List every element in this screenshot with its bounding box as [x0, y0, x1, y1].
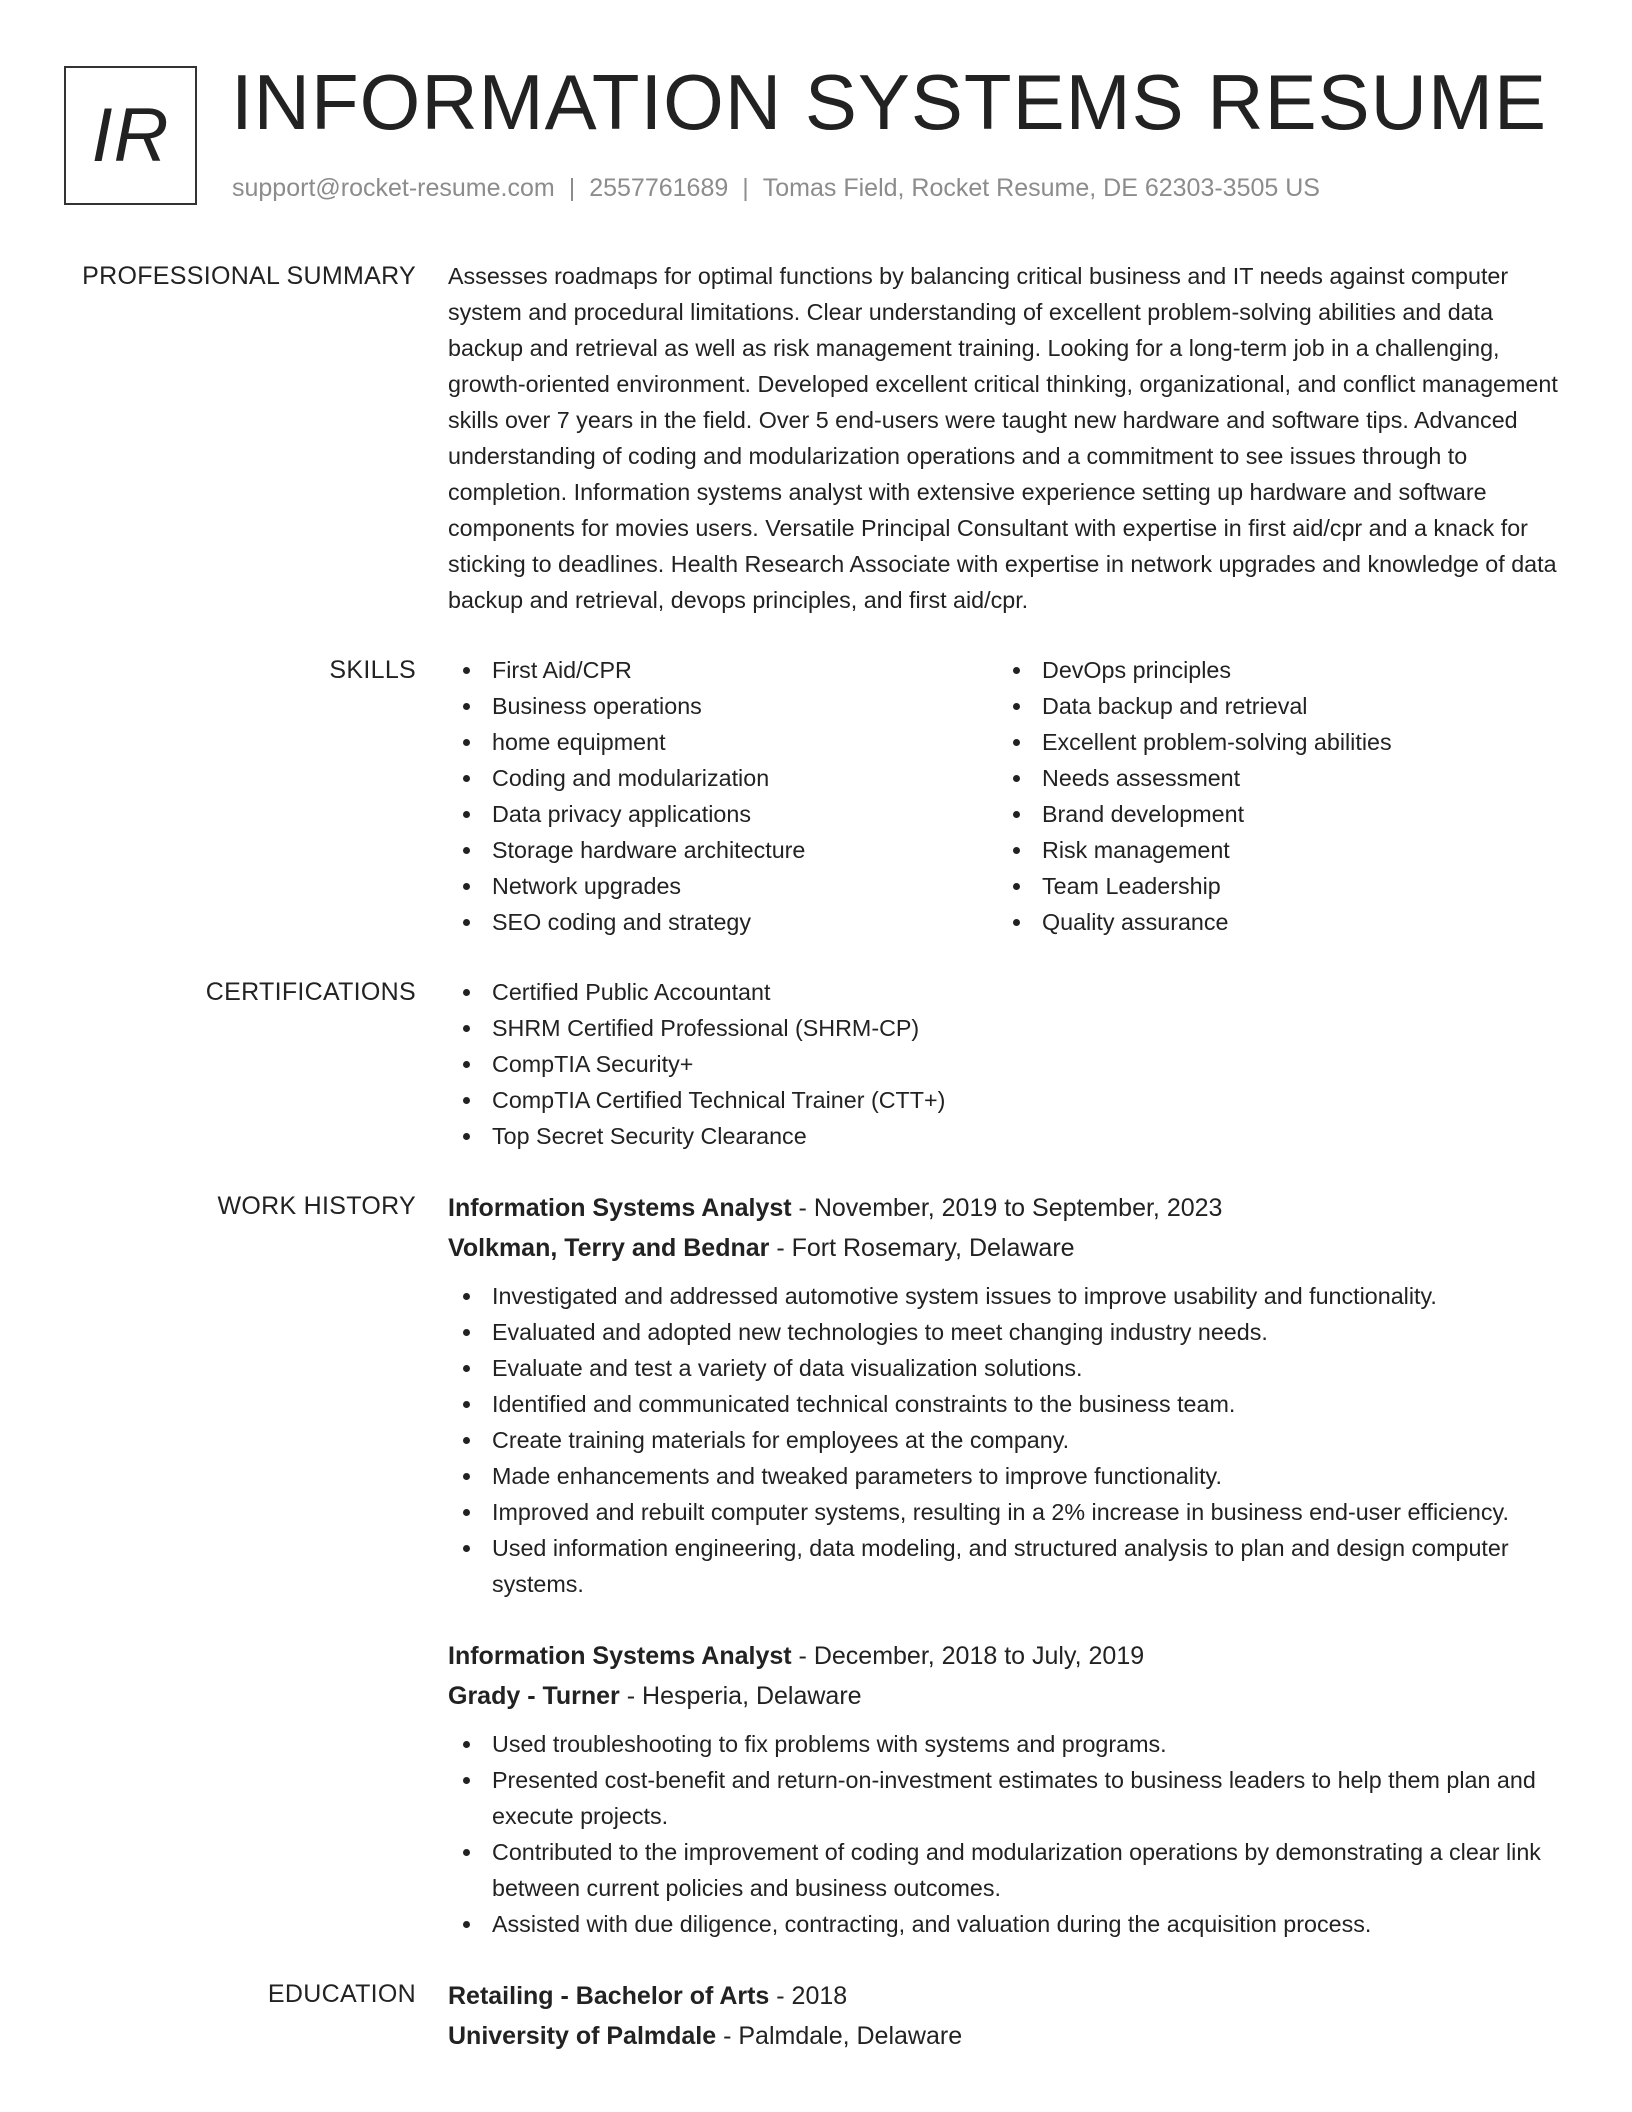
- certification-item: CompTIA Certified Technical Trainer (CTT+): [448, 1082, 1563, 1118]
- skill-item: Excellent problem-solving abilities: [998, 724, 1548, 760]
- job-entry: [448, 1636, 1563, 1942]
- section-heading: PROFESSIONAL SUMMARY: [82, 262, 416, 290]
- contact-separator: |: [742, 174, 749, 202]
- skill-item: Coding and modularization: [448, 760, 998, 796]
- job-bullet: Contributed to the improvement of coding and modularization operations by demonstrating a clear link between current policies and business outcomes.: [448, 1834, 1563, 1906]
- job-company: Volkman, Terry and Bednar: [448, 1234, 770, 1262]
- certification-item: SHRM Certified Professional (SHRM-CP): [448, 1010, 1563, 1046]
- job-bullet: Evaluate and test a variety of data visualization solutions.: [448, 1350, 1563, 1386]
- skill-item: First Aid/CPR: [448, 652, 998, 688]
- section-heading: EDUCATION: [267, 1980, 416, 2008]
- job-bullet: Presented cost-benefit and return-on-investment estimates to business leaders to help them plan and execute projects.: [448, 1762, 1563, 1834]
- job-dates: - November, 2019 to September, 2023: [791, 1194, 1223, 1222]
- contact-email: support@rocket-resume.com: [232, 174, 555, 202]
- job-entry: [448, 1188, 1563, 1602]
- certification-item: Top Secret Security Clearance: [448, 1118, 1563, 1154]
- resume-body: [0, 258, 1632, 2090]
- monogram-logo: IR: [64, 66, 197, 205]
- job-location: - Hesperia, Delaware: [619, 1682, 862, 1710]
- skill-item: home equipment: [448, 724, 998, 760]
- job-title: Information Systems Analyst: [448, 1194, 792, 1222]
- skill-item: Brand development: [998, 796, 1548, 832]
- certification-item: CompTIA Security+: [448, 1046, 1563, 1082]
- skill-item: Risk management: [998, 832, 1548, 868]
- job-bullet: Used troubleshooting to fix problems with systems and programs.: [448, 1726, 1563, 1762]
- skill-item: Business operations: [448, 688, 998, 724]
- education-section: [0, 1976, 1632, 2056]
- education-school-line: [448, 2016, 1563, 2056]
- certifications-list: [448, 974, 1563, 1154]
- job-bullet: Assisted with due diligence, contracting, and valuation during the acquisition process.: [448, 1906, 1563, 1942]
- skill-item: Network upgrades: [448, 868, 998, 904]
- skill-item: SEO coding and strategy: [448, 904, 998, 940]
- skills-list-left: [448, 652, 998, 940]
- job-title: Information Systems Analyst: [448, 1642, 792, 1670]
- contact-address: Tomas Field, Rocket Resume, DE 62303-3505 US: [762, 174, 1320, 202]
- education-school: University of Palmdale: [448, 2022, 717, 2050]
- page-title: INFORMATION SYSTEMS RESUME: [231, 58, 1547, 146]
- section-heading: SKILLS: [329, 656, 416, 684]
- skill-item: Storage hardware architecture: [448, 832, 998, 868]
- education-year: - 2018: [769, 1982, 848, 2010]
- job-bullets: [448, 1278, 1563, 1602]
- skills-section: [0, 652, 1632, 940]
- job-bullet: Made enhancements and tweaked parameters to improve functionality.: [448, 1458, 1563, 1494]
- resume-header: [64, 58, 1568, 214]
- job-bullet: Used information engineering, data modeling, and structured analysis to plan and design computer systems.: [448, 1530, 1563, 1602]
- contact-separator: |: [568, 174, 576, 202]
- education-degree: Retailing - Bachelor of Arts: [448, 1982, 770, 2010]
- job-bullet: Improved and rebuilt computer systems, resulting in a 2% increase in business end-user efficiency.: [448, 1494, 1563, 1530]
- job-company: Grady - Turner: [448, 1682, 620, 1710]
- summary-section: [0, 258, 1632, 618]
- section-heading: CERTIFICATIONS: [205, 978, 416, 1006]
- section-heading: WORK HISTORY: [217, 1192, 416, 1220]
- job-dates: - December, 2018 to July, 2019: [791, 1642, 1145, 1670]
- skill-item: DevOps principles: [998, 652, 1548, 688]
- job-bullets: [448, 1726, 1563, 1942]
- contact-line: [232, 174, 1320, 203]
- certification-item: Certified Public Accountant: [448, 974, 1563, 1010]
- job-company-line: [448, 1228, 1563, 1268]
- skill-item: Data privacy applications: [448, 796, 998, 832]
- job-title-line: [448, 1636, 1563, 1676]
- contact-phone: 2557761689: [589, 174, 729, 202]
- skill-item: Needs assessment: [998, 760, 1548, 796]
- job-title-line: [448, 1188, 1563, 1228]
- education-location: - Palmdale, Delaware: [716, 2022, 963, 2050]
- job-bullet: Identified and communicated technical constraints to the business team.: [448, 1386, 1563, 1422]
- education-degree-line: [448, 1976, 1563, 2016]
- skills-list-right: [998, 652, 1548, 940]
- job-bullet: Create training materials for employees at the company.: [448, 1422, 1563, 1458]
- skill-item: Team Leadership: [998, 868, 1548, 904]
- work-history-section: [0, 1188, 1632, 1942]
- certifications-section: [0, 974, 1632, 1154]
- job-location: - Fort Rosemary, Delaware: [769, 1234, 1075, 1262]
- skill-item: Data backup and retrieval: [998, 688, 1548, 724]
- job-bullet: Evaluated and adopted new technologies to meet changing industry needs.: [448, 1314, 1563, 1350]
- job-company-line: [448, 1676, 1563, 1716]
- summary-text: Assesses roadmaps for optimal functions by balancing critical business and IT needs against computer system and procedural limitations. Clear understanding of excellent problem-solving abilities and data backup and retrieval as well as risk management training. Looking for a long-term job in a challenging, growth-oriented environment. Developed excellent critical thinking, organizational, and conflict management skills over 7 years in the field. Over 5 end-users were taught new hardware and software tips. Advanced understanding of coding and modularization operations and a commitment to see issues through to completion. Information systems analyst with extensive experience setting up hardware and software components for movies users. Versatile Principal Consultant with expertise in first aid/cpr and a knack for sticking to deadlines. Health Research Associate with expertise in network upgrades and knowledge of data backup and retrieval, devops principles, and first aid/cpr.: [448, 263, 1558, 613]
- job-bullet: Investigated and addressed automotive system issues to improve usability and functionality.: [448, 1278, 1563, 1314]
- skill-item: Quality assurance: [998, 904, 1548, 940]
